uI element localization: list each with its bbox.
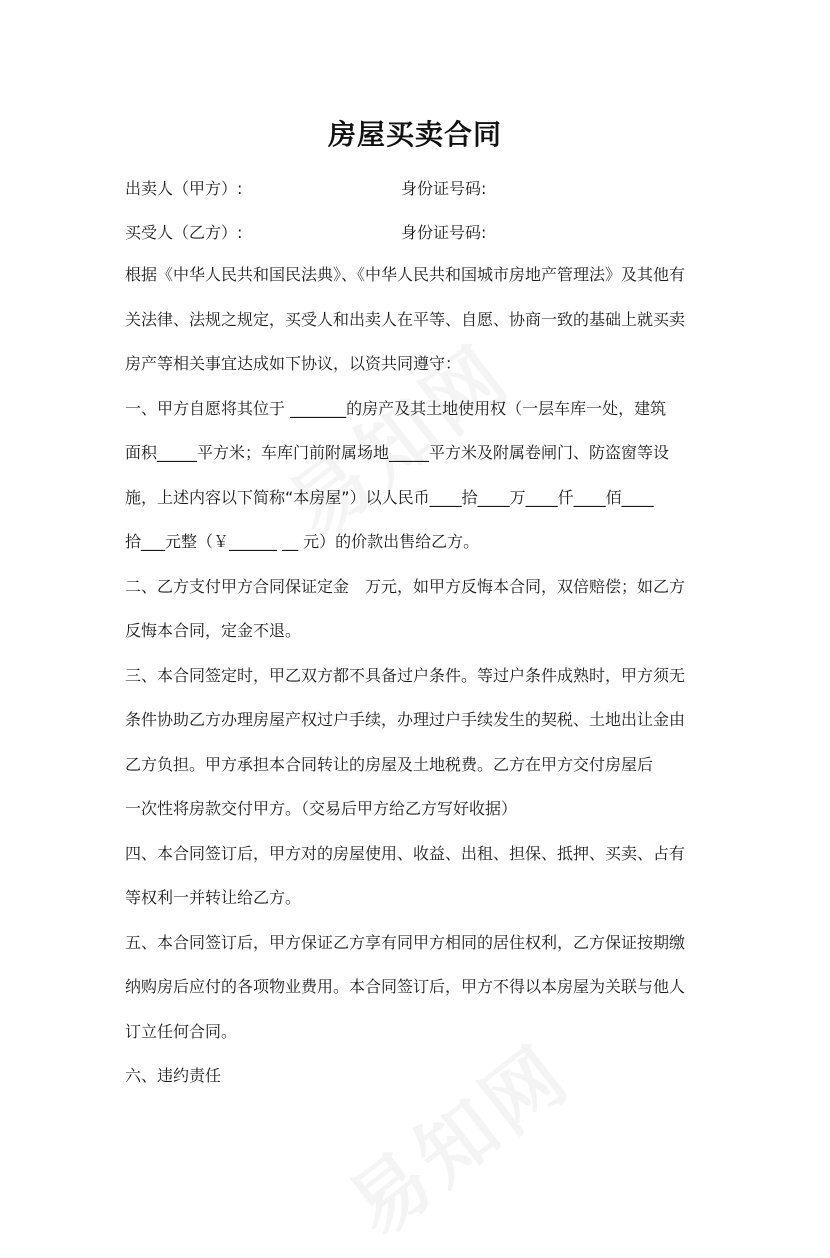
clause-3-line-2: 条件协助乙方办理房屋产权过户手续，办理过户手续发生的契税、土地出让金由	[125, 710, 686, 729]
clause-1-line-4: 拾___元整（￥______ __ 元）的价款出售给乙方。	[125, 532, 480, 551]
buyer-label: 买受人（乙方）:	[125, 223, 243, 242]
clause-5-line-1: 五、本合同签订后，甲方保证乙方享有同甲方相同的居住权利，乙方保证按期缴	[125, 933, 686, 952]
clause-3-line-3: 乙方负担。甲方承担本合同转让的房屋及土地税费。乙方在甲方交付房屋后	[125, 755, 654, 774]
clause-6-heading: 六、违约责任	[125, 1066, 222, 1085]
clause-3-line-4: 一次性将房款交付甲方。（交易后甲方给乙方写好收据）	[125, 799, 518, 818]
clause-5-line-3: 订立任何合同。	[125, 1022, 238, 1041]
preamble-line-1: 根据《中华人民共和国民法典》、《中华人民共和国城市房地产管理法》及其他有	[125, 265, 686, 284]
clause-2-line-1: 二、乙方支付甲方合同保证定金 万元，如甲方反悔本合同，双倍赔偿；如乙方	[125, 577, 686, 596]
clause-3-line-1: 三、本合同签定时，甲乙双方都不具备过户条件。等过户条件成熟时，甲方须无	[125, 666, 686, 685]
clause-4-line-1: 四、本合同签订后，甲方对的房屋使用、收益、出租、担保、抵押、买卖、占有	[125, 844, 686, 863]
clause-1-line-3: 施，上述内容以下简称“本房屋”）以人民币____拾____万____仟____佰____	[125, 488, 654, 507]
watermark	[322, 1014, 590, 1257]
clause-1-line-2: 面积_____平方米；车库门前附属场地_____平方米及附属卷闸门、防盗窗等设	[125, 443, 670, 462]
preamble-line-2: 关法律、法规之规定，买受人和出卖人在平等、自愿、协商一致的基础上就买卖	[125, 310, 686, 329]
clause-5-line-2: 纳购房后应付的各项物业费用。本合同签订后，甲方不得以本房屋为关联与他人	[125, 977, 686, 996]
seller-id-label: 身份证号码:	[401, 179, 487, 198]
watermark	[262, 314, 530, 557]
clause-1-line-1: 一、甲方自愿将其位于 _______的房产及其土地使用权（一层车库一处，建筑	[125, 399, 667, 418]
seller-label: 出卖人（甲方）:	[125, 179, 243, 198]
clause-4-line-2: 等权利一并转让给乙方。	[125, 888, 302, 907]
preamble-line-3: 房产等相关事宜达成如下协议，以资共同遵守：	[125, 354, 462, 373]
clause-2-line-2: 反悔本合同，定金不退。	[125, 621, 302, 640]
buyer-id-label: 身份证号码:	[401, 223, 487, 242]
document-title: 房屋买卖合同	[327, 118, 502, 151]
